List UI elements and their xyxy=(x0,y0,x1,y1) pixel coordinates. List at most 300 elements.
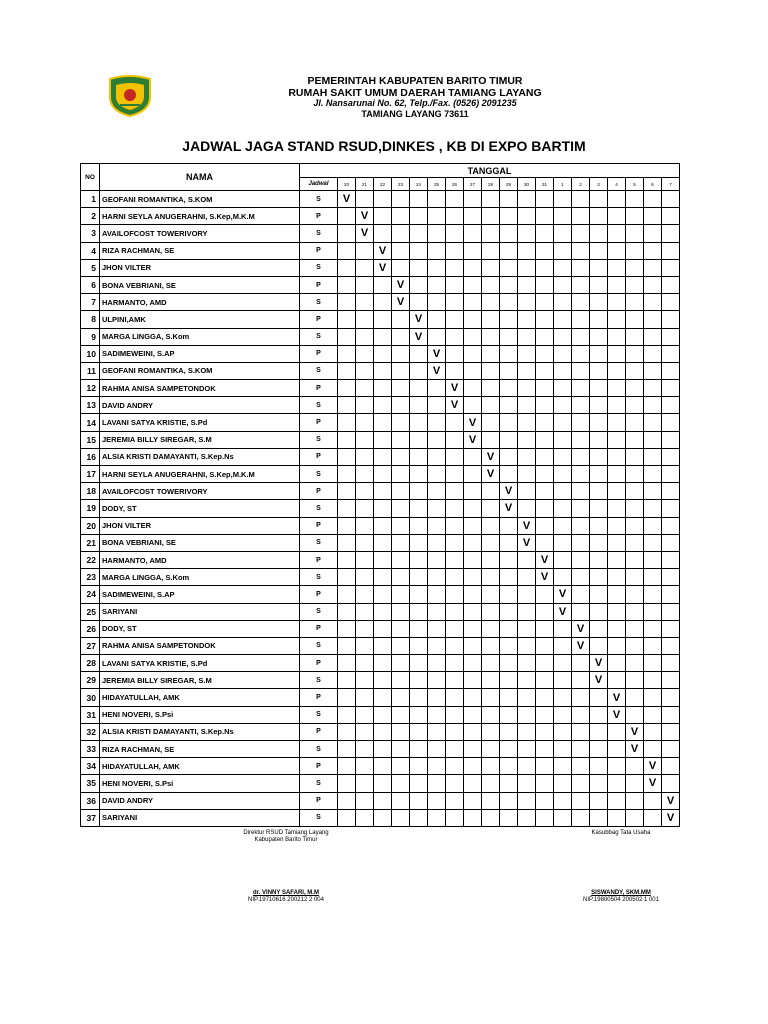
date-cell xyxy=(428,276,446,293)
date-cell xyxy=(356,259,374,276)
date-cell xyxy=(464,775,482,792)
date-cell xyxy=(392,741,410,758)
date-cell xyxy=(446,569,464,586)
row-jadwal: S xyxy=(300,225,338,242)
date-cell xyxy=(356,242,374,259)
date-cell xyxy=(662,294,680,311)
date-cell xyxy=(662,466,680,483)
date-cell xyxy=(392,689,410,706)
date-cell xyxy=(518,706,536,723)
check-mark: V xyxy=(374,259,392,276)
check-mark: V xyxy=(410,328,428,345)
date-cell xyxy=(392,483,410,500)
date-cell xyxy=(374,706,392,723)
date-cell xyxy=(662,448,680,465)
date-cell xyxy=(536,397,554,414)
date-cell xyxy=(536,672,554,689)
date-cell xyxy=(392,414,410,431)
date-header: 22 xyxy=(374,178,392,191)
date-cell xyxy=(554,723,572,740)
date-cell xyxy=(428,311,446,328)
date-cell xyxy=(644,380,662,397)
date-cell xyxy=(518,208,536,225)
date-cell xyxy=(338,551,356,568)
row-name: SADIMEWEINI, S.AP xyxy=(100,345,300,362)
date-cell xyxy=(554,689,572,706)
table-row xyxy=(81,191,680,208)
date-cell xyxy=(464,466,482,483)
date-cell xyxy=(626,208,644,225)
date-cell xyxy=(500,620,518,637)
date-cell xyxy=(662,551,680,568)
row-number: 30 xyxy=(81,689,100,706)
date-cell xyxy=(338,276,356,293)
date-cell xyxy=(338,380,356,397)
date-cell xyxy=(410,483,428,500)
date-cell xyxy=(554,328,572,345)
check-mark: V xyxy=(626,723,644,740)
check-mark: V xyxy=(554,586,572,603)
date-cell xyxy=(428,225,446,242)
date-cell xyxy=(374,637,392,654)
table-row xyxy=(81,792,680,809)
date-cell xyxy=(644,328,662,345)
date-cell xyxy=(554,397,572,414)
date-cell xyxy=(464,603,482,620)
date-cell xyxy=(446,723,464,740)
table-row xyxy=(81,534,680,551)
table-row xyxy=(81,448,680,465)
date-cell xyxy=(608,551,626,568)
row-jadwal: P xyxy=(300,792,338,809)
date-cell xyxy=(662,397,680,414)
date-cell xyxy=(392,758,410,775)
date-cell xyxy=(428,500,446,517)
date-cell xyxy=(662,620,680,637)
date-cell xyxy=(608,259,626,276)
date-cell xyxy=(446,311,464,328)
date-cell xyxy=(410,603,428,620)
date-cell xyxy=(626,603,644,620)
date-cell xyxy=(662,431,680,448)
date-cell xyxy=(626,225,644,242)
date-cell xyxy=(428,191,446,208)
date-cell xyxy=(482,242,500,259)
row-name: HENI NOVERI, S.Psi xyxy=(100,775,300,792)
date-cell xyxy=(410,397,428,414)
date-cell xyxy=(608,431,626,448)
table-row xyxy=(81,809,680,826)
date-cell xyxy=(608,466,626,483)
date-cell xyxy=(572,500,590,517)
date-cell xyxy=(464,672,482,689)
row-number: 25 xyxy=(81,603,100,620)
date-cell xyxy=(644,500,662,517)
date-cell xyxy=(644,311,662,328)
date-cell xyxy=(590,397,608,414)
left-signatory-nip: NIP.19710616 200212 2 004 xyxy=(248,897,324,904)
date-cell xyxy=(338,448,356,465)
date-cell xyxy=(428,448,446,465)
check-mark: V xyxy=(590,672,608,689)
date-cell xyxy=(482,294,500,311)
date-cell xyxy=(500,362,518,379)
date-cell xyxy=(536,431,554,448)
date-cell xyxy=(338,431,356,448)
header-nama: NAMA xyxy=(100,164,300,191)
date-cell xyxy=(464,809,482,826)
date-cell xyxy=(626,466,644,483)
date-cell xyxy=(608,362,626,379)
check-mark: V xyxy=(392,276,410,293)
date-cell xyxy=(374,276,392,293)
date-cell xyxy=(500,276,518,293)
date-cell xyxy=(482,414,500,431)
date-cell xyxy=(518,276,536,293)
date-cell xyxy=(572,328,590,345)
date-cell xyxy=(572,706,590,723)
date-cell xyxy=(392,431,410,448)
row-number: 5 xyxy=(81,259,100,276)
date-cell xyxy=(644,534,662,551)
date-cell xyxy=(392,775,410,792)
date-cell xyxy=(626,775,644,792)
date-cell xyxy=(356,569,374,586)
date-cell xyxy=(356,792,374,809)
date-cell xyxy=(392,534,410,551)
date-cell xyxy=(572,689,590,706)
date-cell xyxy=(536,225,554,242)
date-cell xyxy=(500,466,518,483)
check-mark: V xyxy=(392,294,410,311)
date-cell xyxy=(572,380,590,397)
date-cell xyxy=(572,741,590,758)
date-cell xyxy=(356,414,374,431)
date-cell xyxy=(410,191,428,208)
row-jadwal: P xyxy=(300,655,338,672)
date-cell xyxy=(644,569,662,586)
date-cell xyxy=(644,414,662,431)
date-cell xyxy=(500,225,518,242)
date-cell xyxy=(554,345,572,362)
date-cell xyxy=(626,706,644,723)
date-cell xyxy=(482,741,500,758)
date-cell xyxy=(374,397,392,414)
row-number: 3 xyxy=(81,225,100,242)
date-cell xyxy=(356,809,374,826)
date-cell xyxy=(482,225,500,242)
row-jadwal: S xyxy=(300,362,338,379)
date-cell xyxy=(518,380,536,397)
date-cell xyxy=(536,276,554,293)
date-cell xyxy=(500,448,518,465)
date-cell xyxy=(356,191,374,208)
date-cell xyxy=(626,414,644,431)
row-number: 33 xyxy=(81,741,100,758)
date-cell xyxy=(482,483,500,500)
date-cell xyxy=(662,500,680,517)
date-cell xyxy=(374,466,392,483)
date-cell xyxy=(356,775,374,792)
table-row xyxy=(81,689,680,706)
date-cell xyxy=(554,208,572,225)
signature-right xyxy=(578,890,664,904)
date-cell xyxy=(500,741,518,758)
date-cell xyxy=(338,655,356,672)
row-jadwal: P xyxy=(300,276,338,293)
date-cell xyxy=(554,620,572,637)
row-jadwal: P xyxy=(300,242,338,259)
date-cell xyxy=(374,431,392,448)
date-cell xyxy=(464,328,482,345)
row-number: 15 xyxy=(81,431,100,448)
date-cell xyxy=(374,191,392,208)
row-name: LAVANI SATYA KRISTIE, S.Pd xyxy=(100,414,300,431)
date-cell xyxy=(356,466,374,483)
date-cell xyxy=(338,294,356,311)
table-row xyxy=(81,328,680,345)
row-jadwal: S xyxy=(300,534,338,551)
date-cell xyxy=(464,397,482,414)
date-cell xyxy=(536,620,554,637)
date-cell xyxy=(446,294,464,311)
date-cell xyxy=(608,792,626,809)
date-cell xyxy=(392,620,410,637)
date-cell xyxy=(644,431,662,448)
date-cell xyxy=(590,603,608,620)
date-cell xyxy=(482,723,500,740)
date-cell xyxy=(500,208,518,225)
date-cell xyxy=(338,345,356,362)
date-cell xyxy=(410,689,428,706)
date-cell xyxy=(590,345,608,362)
row-number: 37 xyxy=(81,809,100,826)
row-number: 7 xyxy=(81,294,100,311)
date-cell xyxy=(500,414,518,431)
row-jadwal: S xyxy=(300,672,338,689)
date-cell xyxy=(626,551,644,568)
row-jadwal: S xyxy=(300,431,338,448)
date-cell xyxy=(374,517,392,534)
date-cell xyxy=(662,723,680,740)
date-cell xyxy=(608,191,626,208)
header-city: TAMIANG LAYANG 73611 xyxy=(361,109,469,119)
date-cell xyxy=(356,397,374,414)
date-cell xyxy=(392,586,410,603)
date-cell xyxy=(464,517,482,534)
date-cell xyxy=(392,362,410,379)
date-cell xyxy=(482,534,500,551)
date-cell xyxy=(392,311,410,328)
date-cell xyxy=(572,311,590,328)
date-cell xyxy=(518,758,536,775)
date-cell xyxy=(662,276,680,293)
date-cell xyxy=(644,276,662,293)
date-cell xyxy=(590,741,608,758)
date-cell xyxy=(518,792,536,809)
date-cell xyxy=(536,242,554,259)
date-cell xyxy=(446,191,464,208)
date-cell xyxy=(482,397,500,414)
date-cell xyxy=(356,551,374,568)
check-mark: V xyxy=(428,362,446,379)
date-cell xyxy=(464,620,482,637)
date-cell xyxy=(464,276,482,293)
date-cell xyxy=(644,706,662,723)
table-row xyxy=(81,397,680,414)
row-name: SARIYANI xyxy=(100,603,300,620)
date-cell xyxy=(644,362,662,379)
date-cell xyxy=(518,655,536,672)
date-cell xyxy=(626,620,644,637)
date-cell xyxy=(518,448,536,465)
row-jadwal: S xyxy=(300,603,338,620)
date-cell xyxy=(482,758,500,775)
date-cell xyxy=(410,225,428,242)
date-cell xyxy=(446,672,464,689)
date-cell xyxy=(554,431,572,448)
row-number: 32 xyxy=(81,723,100,740)
check-mark: V xyxy=(662,792,680,809)
date-cell xyxy=(590,276,608,293)
date-cell xyxy=(662,483,680,500)
date-header: 28 xyxy=(482,178,500,191)
header-address: Jl. Nansarunai No. 62, Telp./Fax. (0526) 2091235 xyxy=(313,98,517,108)
date-cell xyxy=(608,758,626,775)
date-cell xyxy=(338,483,356,500)
date-cell xyxy=(446,758,464,775)
date-cell xyxy=(338,706,356,723)
date-cell xyxy=(428,775,446,792)
page-title: JADWAL JAGA STAND RSUD,DINKES , KB DI EXPO BARTIM xyxy=(182,138,586,154)
date-cell xyxy=(374,551,392,568)
date-cell xyxy=(428,534,446,551)
date-cell xyxy=(392,569,410,586)
date-cell xyxy=(518,397,536,414)
date-cell xyxy=(518,414,536,431)
date-cell xyxy=(374,723,392,740)
date-cell xyxy=(374,362,392,379)
date-cell xyxy=(482,276,500,293)
signature-left-role xyxy=(238,830,334,844)
date-cell xyxy=(590,517,608,534)
date-cell xyxy=(482,208,500,225)
date-cell xyxy=(572,809,590,826)
date-cell xyxy=(626,637,644,654)
date-cell xyxy=(518,603,536,620)
date-cell xyxy=(446,414,464,431)
date-cell xyxy=(374,294,392,311)
date-cell xyxy=(554,294,572,311)
date-cell xyxy=(464,208,482,225)
date-cell xyxy=(482,569,500,586)
date-cell xyxy=(626,242,644,259)
date-cell xyxy=(392,225,410,242)
date-cell xyxy=(608,741,626,758)
date-cell xyxy=(536,448,554,465)
row-jadwal: S xyxy=(300,809,338,826)
date-cell xyxy=(554,517,572,534)
row-name: AVAILOFCOST TOWERIVORY xyxy=(100,225,300,242)
date-cell xyxy=(482,517,500,534)
date-header: 29 xyxy=(500,178,518,191)
date-cell xyxy=(374,620,392,637)
row-number: 11 xyxy=(81,362,100,379)
date-cell xyxy=(590,586,608,603)
date-cell xyxy=(590,311,608,328)
date-cell xyxy=(572,397,590,414)
date-cell xyxy=(482,311,500,328)
date-cell xyxy=(356,328,374,345)
date-cell xyxy=(536,208,554,225)
date-cell xyxy=(374,534,392,551)
date-cell xyxy=(572,655,590,672)
date-cell xyxy=(554,225,572,242)
date-cell xyxy=(554,809,572,826)
row-jadwal: S xyxy=(300,569,338,586)
date-cell xyxy=(608,448,626,465)
row-number: 9 xyxy=(81,328,100,345)
date-cell xyxy=(518,586,536,603)
row-number: 23 xyxy=(81,569,100,586)
date-cell xyxy=(536,328,554,345)
table-row xyxy=(81,723,680,740)
date-header: 31 xyxy=(536,178,554,191)
date-cell xyxy=(572,259,590,276)
date-cell xyxy=(410,620,428,637)
date-cell xyxy=(662,380,680,397)
table-row xyxy=(81,775,680,792)
date-cell xyxy=(518,689,536,706)
date-cell xyxy=(338,723,356,740)
date-cell xyxy=(464,294,482,311)
date-cell xyxy=(572,466,590,483)
date-cell xyxy=(644,242,662,259)
date-cell xyxy=(446,362,464,379)
row-number: 6 xyxy=(81,276,100,293)
table-row xyxy=(81,242,680,259)
date-cell xyxy=(374,603,392,620)
date-cell xyxy=(644,345,662,362)
date-cell xyxy=(500,603,518,620)
date-cell xyxy=(608,809,626,826)
date-cell xyxy=(518,242,536,259)
schedule-table xyxy=(80,163,680,827)
date-cell xyxy=(662,328,680,345)
date-cell xyxy=(626,448,644,465)
date-cell xyxy=(446,466,464,483)
date-cell xyxy=(464,723,482,740)
date-cell xyxy=(374,586,392,603)
date-cell xyxy=(554,741,572,758)
date-cell xyxy=(374,448,392,465)
date-cell xyxy=(518,191,536,208)
row-jadwal: P xyxy=(300,758,338,775)
date-cell xyxy=(446,741,464,758)
date-cell xyxy=(374,208,392,225)
table-row xyxy=(81,672,680,689)
date-cell xyxy=(500,637,518,654)
row-name: DAVID ANDRY xyxy=(100,397,300,414)
check-mark: V xyxy=(554,603,572,620)
date-cell xyxy=(536,723,554,740)
date-cell xyxy=(356,655,374,672)
check-mark: V xyxy=(464,414,482,431)
date-cell xyxy=(608,586,626,603)
row-name: RIZA RACHMAN, SE xyxy=(100,242,300,259)
date-cell xyxy=(626,758,644,775)
date-cell xyxy=(626,397,644,414)
